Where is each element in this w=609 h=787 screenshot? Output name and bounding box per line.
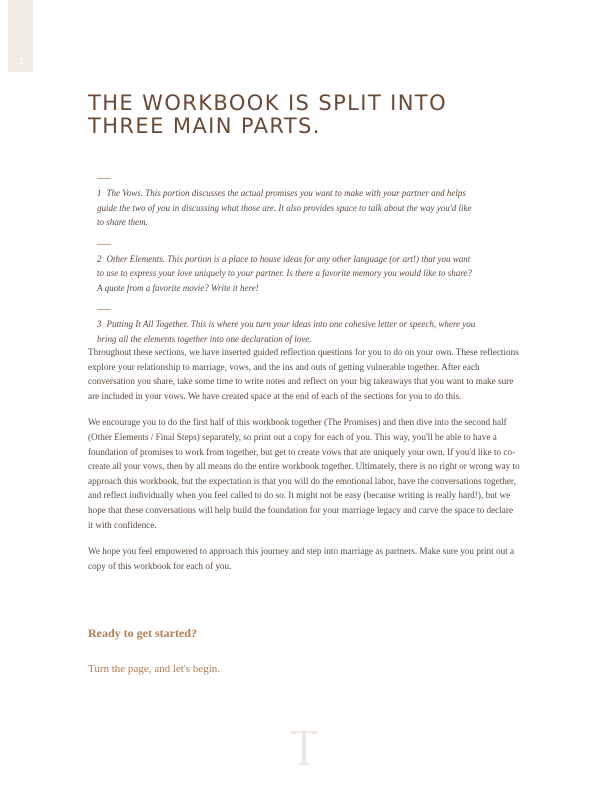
page-tab xyxy=(8,0,33,72)
page-title: THE WORKBOOK IS SPLIT INTO THREE MAIN PARTS. xyxy=(88,91,448,138)
part-item xyxy=(97,178,477,230)
t-monogram-icon xyxy=(288,726,320,766)
part-item xyxy=(97,309,477,346)
body-paragraph: We encourage you to do the first half of this workbook together (The Promises) and then dive into the second half (Other Elements / Final Steps) separately, so print out a copy for each of you. This way, you'll be able to have a foundation of promises to work from together, but get to create vows that are uniquely your own. If you'd like to co-create all your vows, then by all means do the entire workbook together. Ultimately, there is no right or wrong way to approach this workbook, but the expectation is that you will do the emotional labor, have the conversations together, and reflect individually when you feel called to do so. It might not be easy (because writing is really hard!), but we hope that these conversations will help build the foundation for your marriage legacy and carve the space to declare it with confidence. xyxy=(88,417,520,530)
part-text: The Vows. This portion discusses the actual promises you want to make with your partner and helps guide the two of you in discussing what those are. It also provides space to talk about the way you'd like to share them. xyxy=(97,188,472,227)
part-number: 3 xyxy=(97,319,102,329)
part-item xyxy=(97,244,477,296)
part-divider xyxy=(97,309,111,310)
part-divider xyxy=(97,178,111,179)
part-number: 1 xyxy=(97,188,102,198)
cta-subtext: Turn the page, and let's begin. xyxy=(88,663,221,675)
page-number: 3 xyxy=(17,56,23,66)
part-paragraph xyxy=(97,186,477,230)
part-number: 2 xyxy=(97,253,102,264)
part-text: Putting It All Together. This is where you turn your ideas into one cohesive letter or speech, where you bring all the elements together into one declaration of love. xyxy=(97,319,476,344)
body-text xyxy=(88,345,520,585)
cta-heading: Ready to get started? xyxy=(88,626,197,640)
part-paragraph xyxy=(97,252,477,296)
body-paragraph: Throughout these sections, we have inserted guided reflection questions for you to do on your own. These reflections explore your relationship to marriage, vows, and the ins and outs of getting vulnerable together. After each conversation you share, take some time to write notes and reflect on your big takeaways that you want to make sure are included in your vows. We have created space at the end of each of the sections for you to do this. xyxy=(88,347,519,401)
parts-list xyxy=(97,178,477,360)
body-paragraph: We hope you feel empowered to approach this journey and step into marriage as partners. Make sure you print out a copy of this workbook for each of you. xyxy=(88,546,515,571)
part-paragraph xyxy=(97,317,477,346)
part-divider xyxy=(97,244,111,245)
part-text: Other Elements. This portion is a place to house ideas for any other language (or art!) that you want to use to express your love uniquely to your partner. Is there a favorite memory you would like to share? A quote from a favorite movie? Write it here! xyxy=(97,253,472,293)
